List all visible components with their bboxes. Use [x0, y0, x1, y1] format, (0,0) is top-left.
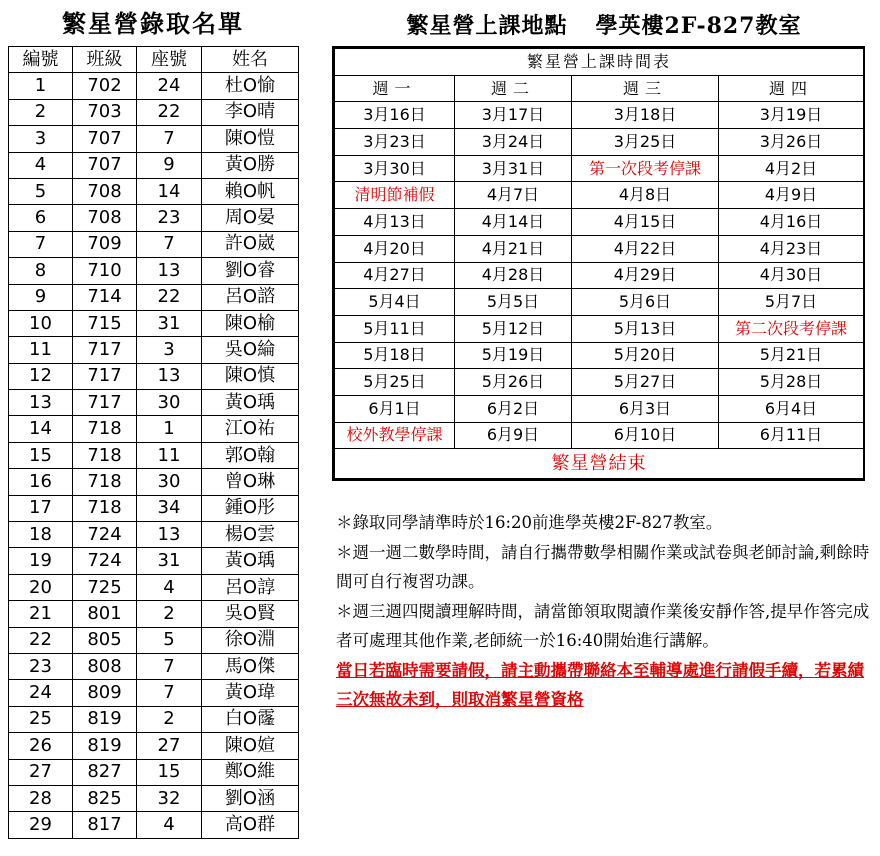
student-number: 25: [9, 706, 73, 732]
student-class: 801: [73, 601, 137, 627]
schedule-week-row: [335, 209, 864, 236]
student-class: 707: [73, 126, 137, 152]
student-name: 黃O勝: [202, 152, 299, 178]
student-class: 718: [73, 495, 137, 521]
schedule-cell-wed: 5月20日: [572, 342, 719, 369]
student-name: 曾O琳: [202, 469, 299, 495]
student-name: 郭O翰: [202, 442, 299, 468]
schedule-cell-mon: 清明節補假: [335, 182, 455, 209]
student-name: 高O群: [202, 812, 299, 838]
roster-row: [9, 73, 299, 99]
student-class: 709: [73, 231, 137, 257]
schedule-end-row: [335, 449, 864, 479]
schedule-cell-thu: 6月4日: [719, 395, 864, 422]
roster-row: [9, 759, 299, 785]
student-class: 827: [73, 759, 137, 785]
student-number: 19: [9, 548, 73, 574]
student-class: 725: [73, 574, 137, 600]
schedule-cell-tue: 5月5日: [455, 289, 572, 316]
schedule-cell-wed: 第一次段考停課: [572, 155, 719, 182]
student-number: 11: [9, 337, 73, 363]
roster-row: [9, 733, 299, 759]
student-class: 724: [73, 522, 137, 548]
location-heading: [336, 8, 872, 44]
schedule-week-row: [335, 422, 864, 449]
roster-row: [9, 205, 299, 231]
schedule-cell-thu: 6月11日: [719, 422, 864, 449]
schedule-cell-thu: 4月9日: [719, 182, 864, 209]
student-seat: 30: [137, 390, 202, 416]
roster-row: [9, 706, 299, 732]
schedule-cell-tue: 4月28日: [455, 262, 572, 289]
student-number: 13: [9, 390, 73, 416]
student-class: 702: [73, 73, 137, 99]
roster-row: [9, 812, 299, 838]
schedule-cell-thu: 3月26日: [719, 129, 864, 156]
student-class: 708: [73, 205, 137, 231]
student-number: 12: [9, 363, 73, 389]
schedule-cell-mon: 6月1日: [335, 395, 455, 422]
roster-row: [9, 469, 299, 495]
student-seat: 4: [137, 812, 202, 838]
student-number: 18: [9, 522, 73, 548]
roster-title: 繁星營錄取名單: [62, 10, 244, 38]
student-number: 14: [9, 416, 73, 442]
schedule-week-row: [335, 315, 864, 342]
schedule-cell-tue: 6月9日: [455, 422, 572, 449]
schedule-week-row: [335, 289, 864, 316]
student-number: 5: [9, 178, 73, 204]
header-name: 姓名: [202, 47, 299, 73]
student-seat: 24: [137, 73, 202, 99]
student-class: 707: [73, 152, 137, 178]
student-class: 715: [73, 310, 137, 336]
student-class: 718: [73, 442, 137, 468]
student-name: 江O祐: [202, 416, 299, 442]
student-seat: 30: [137, 469, 202, 495]
schedule-cell-wed: 3月18日: [572, 102, 719, 129]
roster-row: [9, 627, 299, 653]
schedule-week-row: [335, 342, 864, 369]
schedule-caption: 繁星營上課時間表: [335, 49, 864, 76]
header-number: 編號: [9, 47, 73, 73]
roster-row: [9, 337, 299, 363]
student-name: 陳O媗: [202, 733, 299, 759]
schedule-cell-mon: 4月13日: [335, 209, 455, 236]
student-number: 17: [9, 495, 73, 521]
schedule-body: [335, 49, 864, 479]
header-seat: 座號: [137, 47, 202, 73]
schedule-cell-wed: 6月10日: [572, 422, 719, 449]
schedule-week-row: [335, 129, 864, 156]
roster-row: [9, 574, 299, 600]
schedule-cell-mon: 4月20日: [335, 235, 455, 262]
student-class: 817: [73, 812, 137, 838]
student-name: 陳O愷: [202, 126, 299, 152]
roster-row: [9, 653, 299, 679]
schedule-week-row: [335, 155, 864, 182]
weekday-header-row: [335, 75, 864, 102]
student-seat: 22: [137, 284, 202, 310]
student-number: 24: [9, 680, 73, 706]
student-name: 徐O淵: [202, 627, 299, 653]
schedule-box: [332, 46, 865, 481]
roster-row: [9, 522, 299, 548]
roster-row: [9, 152, 299, 178]
student-number: 21: [9, 601, 73, 627]
student-name: 鄭O維: [202, 759, 299, 785]
student-name: 陳O榆: [202, 310, 299, 336]
schedule-week-row: [335, 369, 864, 396]
student-seat: 1: [137, 416, 202, 442]
student-seat: 3: [137, 337, 202, 363]
weekday-thursday: 週四: [719, 75, 864, 102]
student-seat: 2: [137, 706, 202, 732]
roster-row: [9, 680, 299, 706]
student-name: 鍾O彤: [202, 495, 299, 521]
student-name: 許O崴: [202, 231, 299, 257]
student-name: 周O晏: [202, 205, 299, 231]
student-seat: 15: [137, 759, 202, 785]
note-item: ＊週三週四閱讀理解時間，請當節領取閱讀作業後安靜作答,提早作答完成者可處理其他作業,老師統一於16:40開始進行講解。: [336, 601, 870, 650]
student-number: 29: [9, 812, 73, 838]
schedule-cell-thu: 4月23日: [719, 235, 864, 262]
schedule-cell-thu: 5月7日: [719, 289, 864, 316]
student-number: 20: [9, 574, 73, 600]
schedule-cell-tue: 5月19日: [455, 342, 572, 369]
roster-row: [9, 231, 299, 257]
student-name: 馬O傑: [202, 653, 299, 679]
schedule-cell-wed: 4月29日: [572, 262, 719, 289]
student-number: 16: [9, 469, 73, 495]
student-number: 22: [9, 627, 73, 653]
student-number: 8: [9, 258, 73, 284]
roster-row: [9, 416, 299, 442]
student-name: 劉O涵: [202, 785, 299, 811]
note-item: ＊錄取同學請準時於16:20前進學英樓2F-827教室。: [336, 513, 723, 532]
student-class: 825: [73, 785, 137, 811]
student-class: 708: [73, 178, 137, 204]
schedule-cell-tue: 6月2日: [455, 395, 572, 422]
roster-row: [9, 495, 299, 521]
roster-body: [9, 73, 299, 838]
schedule-cell-wed: 6月3日: [572, 395, 719, 422]
student-class: 710: [73, 258, 137, 284]
student-name: 呂O諄: [202, 574, 299, 600]
student-seat: 13: [137, 522, 202, 548]
schedule-cell-tue: 3月17日: [455, 102, 572, 129]
schedule-cell-wed: 4月8日: [572, 182, 719, 209]
roster-table: [8, 46, 299, 839]
student-name: 杜O愉: [202, 73, 299, 99]
schedule-cell-thu: 5月21日: [719, 342, 864, 369]
student-seat: 14: [137, 178, 202, 204]
student-name: 劉O睿: [202, 258, 299, 284]
roster-row: [9, 284, 299, 310]
schedule-cell-mon: 5月25日: [335, 369, 455, 396]
roster-row: [9, 601, 299, 627]
student-seat: 5: [137, 627, 202, 653]
roster-row: [9, 126, 299, 152]
student-name: 黃O瑀: [202, 390, 299, 416]
student-seat: 7: [137, 653, 202, 679]
weekday-monday: 週一: [335, 75, 455, 102]
student-class: 805: [73, 627, 137, 653]
student-name: 楊O雲: [202, 522, 299, 548]
student-class: 819: [73, 733, 137, 759]
student-name: 白O霳: [202, 706, 299, 732]
student-name: 李O晴: [202, 99, 299, 125]
student-seat: 27: [137, 733, 202, 759]
student-seat: 11: [137, 442, 202, 468]
student-number: 4: [9, 152, 73, 178]
schedule-week-row: [335, 235, 864, 262]
student-name: 賴O帆: [202, 178, 299, 204]
roster-row: [9, 785, 299, 811]
schedule-cell-mon: 3月23日: [335, 129, 455, 156]
student-class: 819: [73, 706, 137, 732]
student-class: 703: [73, 99, 137, 125]
student-seat: 7: [137, 126, 202, 152]
roster-row: [9, 99, 299, 125]
schedule-week-row: [335, 395, 864, 422]
schedule-cell-wed: 4月15日: [572, 209, 719, 236]
student-name: 吳O賢: [202, 601, 299, 627]
schedule-cell-wed: 5月6日: [572, 289, 719, 316]
student-number: 2: [9, 99, 73, 125]
student-seat: 7: [137, 231, 202, 257]
roster-row: [9, 258, 299, 284]
student-name: 吳O綸: [202, 337, 299, 363]
student-class: 718: [73, 416, 137, 442]
student-seat: 4: [137, 574, 202, 600]
student-name: 黃O瑋: [202, 680, 299, 706]
schedule-table: [334, 48, 864, 479]
schedule-cell-mon: 5月4日: [335, 289, 455, 316]
student-seat: 13: [137, 363, 202, 389]
student-seat: 7: [137, 680, 202, 706]
roster-row: [9, 390, 299, 416]
location-place: 學英樓2F-827教室: [595, 13, 802, 39]
roster-row: [9, 178, 299, 204]
schedule-cell-tue: 5月12日: [455, 315, 572, 342]
schedule-end-label: 繁星營結束: [335, 449, 864, 479]
student-class: 714: [73, 284, 137, 310]
student-seat: 2: [137, 601, 202, 627]
schedule-cell-tue: 4月21日: [455, 235, 572, 262]
schedule-cell-mon: 3月16日: [335, 102, 455, 129]
student-seat: 9: [137, 152, 202, 178]
schedule-cell-tue: 4月7日: [455, 182, 572, 209]
student-number: 9: [9, 284, 73, 310]
student-number: 26: [9, 733, 73, 759]
leave-warning: 當日若臨時需要請假，請主動攜帶聯絡本至輔導處進行請假手續，若累績三次無故未到，則取消繁星營資格: [336, 660, 864, 709]
student-seat: 31: [137, 310, 202, 336]
student-class: 808: [73, 653, 137, 679]
student-number: 3: [9, 126, 73, 152]
location-label: 繁星營上課地點: [406, 13, 568, 39]
schedule-cell-wed: 3月25日: [572, 129, 719, 156]
student-seat: 13: [137, 258, 202, 284]
schedule-cell-wed: 5月13日: [572, 315, 719, 342]
schedule-cell-thu: 第二次段考停課: [719, 315, 864, 342]
student-class: 717: [73, 363, 137, 389]
student-seat: 31: [137, 548, 202, 574]
student-name: 陳O慎: [202, 363, 299, 389]
schedule-cell-tue: 3月31日: [455, 155, 572, 182]
notes-section: [336, 508, 876, 715]
schedule-week-row: [335, 182, 864, 209]
student-class: 724: [73, 548, 137, 574]
roster-row: [9, 310, 299, 336]
schedule-cell-tue: 3月24日: [455, 129, 572, 156]
student-class: 809: [73, 680, 137, 706]
schedule-week-row: [335, 262, 864, 289]
student-number: 28: [9, 785, 73, 811]
student-number: 1: [9, 73, 73, 99]
schedule-cell-thu: 4月2日: [719, 155, 864, 182]
student-class: 717: [73, 390, 137, 416]
student-number: 27: [9, 759, 73, 785]
roster-row: [9, 363, 299, 389]
schedule-cell-thu: 4月30日: [719, 262, 864, 289]
student-name: 黃O瑀: [202, 548, 299, 574]
header-class: 班級: [73, 47, 137, 73]
schedule-cell-mon: 3月30日: [335, 155, 455, 182]
student-class: 717: [73, 337, 137, 363]
student-name: 呂O諮: [202, 284, 299, 310]
student-number: 23: [9, 653, 73, 679]
schedule-cell-tue: 4月14日: [455, 209, 572, 236]
schedule-cell-mon: 4月27日: [335, 262, 455, 289]
weekday-tuesday: 週二: [455, 75, 572, 102]
schedule-cell-wed: 5月27日: [572, 369, 719, 396]
student-seat: 22: [137, 99, 202, 125]
roster-row: [9, 548, 299, 574]
student-seat: 23: [137, 205, 202, 231]
note-item: ＊週一週二數學時間，請自行攜帶數學相關作業或試卷與老師討論,剩餘時間可自行複習功課。: [336, 542, 870, 591]
student-seat: 34: [137, 495, 202, 521]
schedule-week-row: [335, 102, 864, 129]
schedule-cell-mon: 5月11日: [335, 315, 455, 342]
student-class: 718: [73, 469, 137, 495]
student-number: 6: [9, 205, 73, 231]
schedule-cell-thu: 3月19日: [719, 102, 864, 129]
schedule-cell-tue: 5月26日: [455, 369, 572, 396]
schedule-cell-mon: 5月18日: [335, 342, 455, 369]
schedule-cell-thu: 4月16日: [719, 209, 864, 236]
student-seat: 32: [137, 785, 202, 811]
schedule-cell-wed: 4月22日: [572, 235, 719, 262]
roster-row: [9, 442, 299, 468]
weekday-wednesday: 週三: [572, 75, 719, 102]
schedule-cell-thu: 5月28日: [719, 369, 864, 396]
student-number: 10: [9, 310, 73, 336]
schedule-cell-mon: 校外教學停課: [335, 422, 455, 449]
student-number: 15: [9, 442, 73, 468]
student-number: 7: [9, 231, 73, 257]
roster-header-row: [9, 47, 299, 73]
schedule-caption-row: [335, 49, 864, 76]
